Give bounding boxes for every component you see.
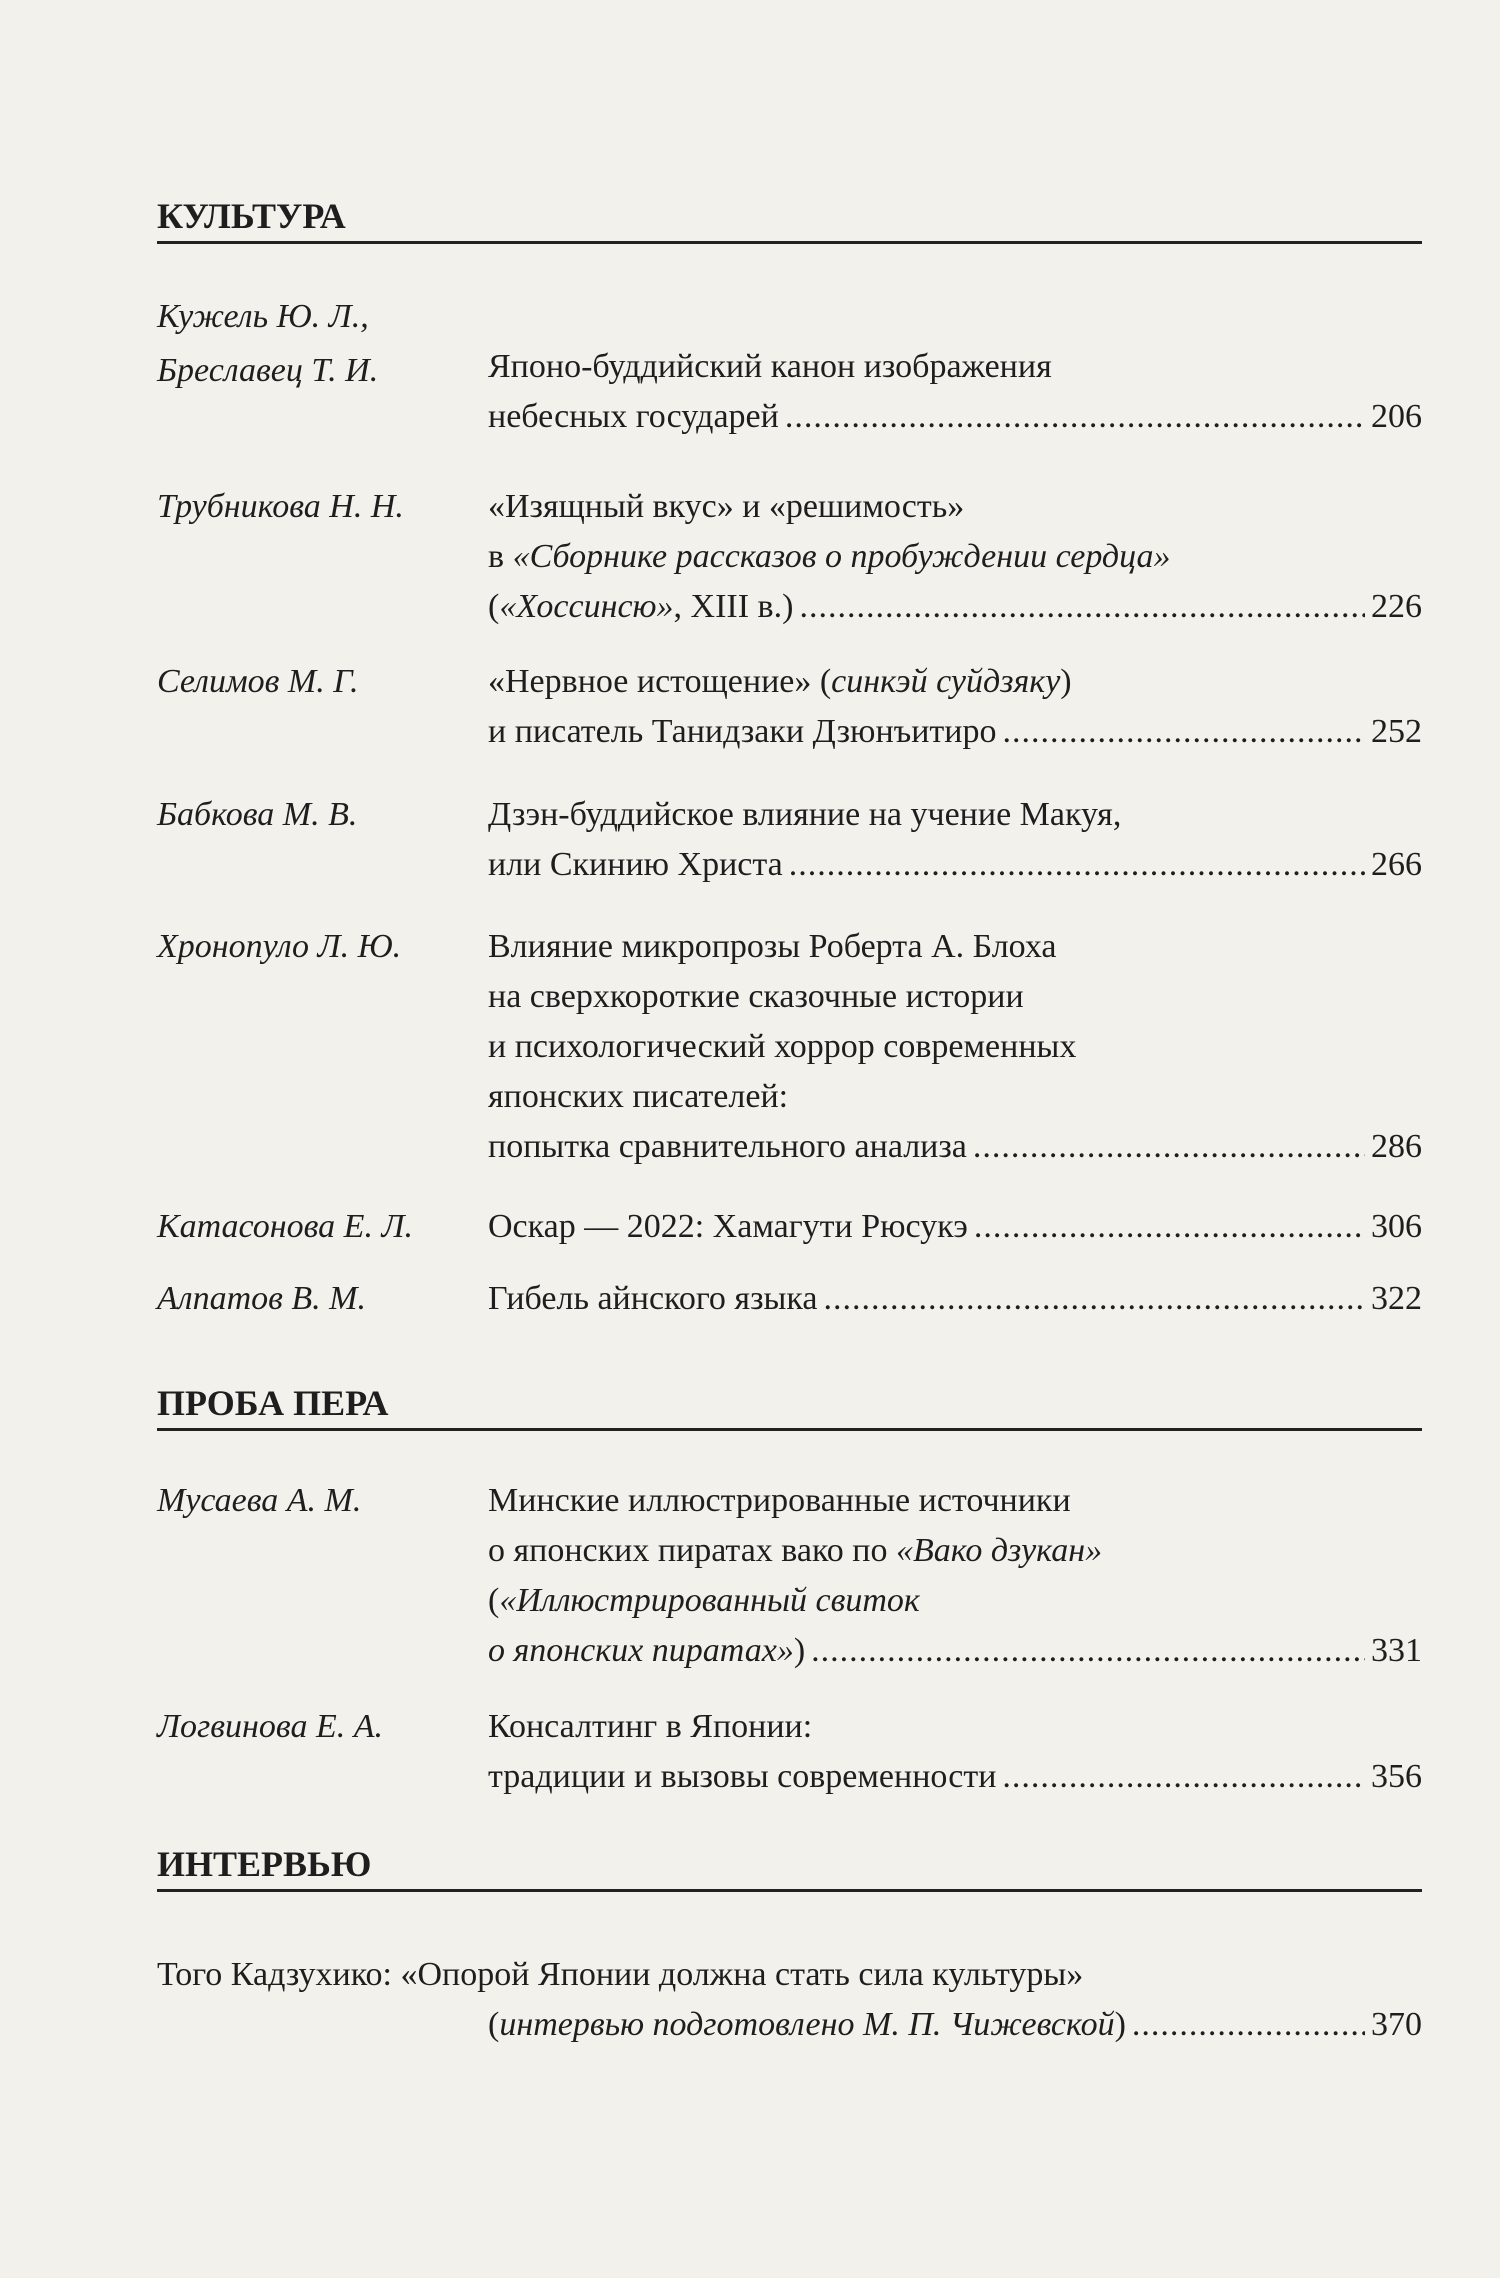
page-number: 206 [1371, 398, 1422, 435]
toc-entry [157, 480, 1422, 630]
page-number: 226 [1371, 588, 1422, 625]
toc-entry-interview: Того Кадзухико: «Опорой Японии должна стать сила культуры» (интервью подготовлено М. П. Чижевской) ..... 370 [157, 1950, 1422, 2050]
leader-dots [973, 1122, 1365, 1172]
leader-dots [811, 1626, 1365, 1676]
page-number: 252 [1371, 713, 1422, 750]
entry-title: Того Кадзухико: «Опорой Японии должна стать сила культуры» [157, 1956, 1084, 1993]
entry-title: Японо-буддийский канон изображения небесных государей ..... 206 [488, 342, 1422, 442]
entry-title: Оскар — 2022: Хамагути Рюсукэ ..... 306 [488, 1202, 1422, 1252]
leader-dots [799, 582, 1365, 632]
entry-title: Консалтинг в Японии: традиции и вызовы современности ..... 356 [488, 1702, 1422, 1802]
page-number: 356 [1371, 1758, 1422, 1795]
entry-title: «Изящный вкус» и «решимость» в «Сборнике рассказов о пробуждении сердца» («Хоссинсю», XIII в.) ..... 226 [488, 482, 1422, 632]
entry-author: Катасонова Е. Л. [157, 1208, 413, 1245]
leader-dots [789, 840, 1365, 890]
page-number: 370 [1371, 2006, 1422, 2043]
leader-dots [1132, 2000, 1365, 2050]
leader-dots [785, 392, 1365, 442]
entry-author: Логвинова Е. А. [157, 1708, 383, 1745]
toc-entry [157, 920, 1422, 1170]
toc-entry [157, 655, 1422, 755]
entry-title: Минские иллюстрированные источники о японских пиратах вако по «Вако дзукан» («Иллюстрированный свиток о японских пиратах») ..... 331 [488, 1476, 1422, 1676]
toc-entry [157, 1272, 1422, 1326]
toc-entry [157, 1200, 1422, 1254]
page-number: 306 [1371, 1208, 1422, 1245]
leader-dots [974, 1202, 1365, 1252]
toc-entry [157, 1474, 1422, 1674]
toc-entry [157, 1700, 1422, 1800]
entry-title: Дзэн-буддийское влияние на учение Макуя, или Скинию Христа ..... 266 [488, 790, 1422, 890]
toc-entry [157, 788, 1422, 888]
page-number: 286 [1371, 1128, 1422, 1165]
page-number: 331 [1371, 1632, 1422, 1669]
section-title: ПРОБА ПЕРА [157, 1383, 1422, 1431]
toc-entry [157, 290, 1422, 440]
entry-author: Трубникова Н. Н. [157, 488, 404, 525]
entry-author: Хронопуло Л. Ю. [157, 928, 402, 965]
page-number: 266 [1371, 846, 1422, 883]
entry-author: Селимов М. Г. [157, 663, 359, 700]
entry-title: Влияние микропрозы Роберта А. Блоха на сверхкороткие сказочные истории и психологический хоррор современных японских писателей: попытка сравнительного анализа ..... 286 [488, 922, 1422, 1172]
entry-title: Гибель айнского языка ..... 322 [488, 1274, 1422, 1324]
entry-author: Мусаева А. М. [157, 1482, 362, 1519]
section-heading-interview [157, 1844, 1422, 1892]
entry-author: Кужель Ю. Л., Бреславец Т. И. [157, 298, 379, 389]
page-number: 322 [1371, 1280, 1422, 1317]
section-title: ИНТЕРВЬЮ [157, 1844, 1422, 1892]
section-heading-proba-pera [157, 1383, 1422, 1431]
entry-author: Бабкова М. В. [157, 796, 358, 833]
section-title: КУЛЬТУРА [157, 196, 1422, 244]
leader-dots [1002, 1752, 1365, 1802]
leader-dots [823, 1274, 1365, 1324]
entry-author: Алпатов В. М. [157, 1280, 366, 1317]
section-heading-culture [157, 196, 1422, 244]
entry-title: «Нервное истощение» (синкэй суйдзяку) и писатель Танидзаки Дзюнъитиро ..... 252 [488, 657, 1422, 757]
leader-dots [1002, 707, 1365, 757]
